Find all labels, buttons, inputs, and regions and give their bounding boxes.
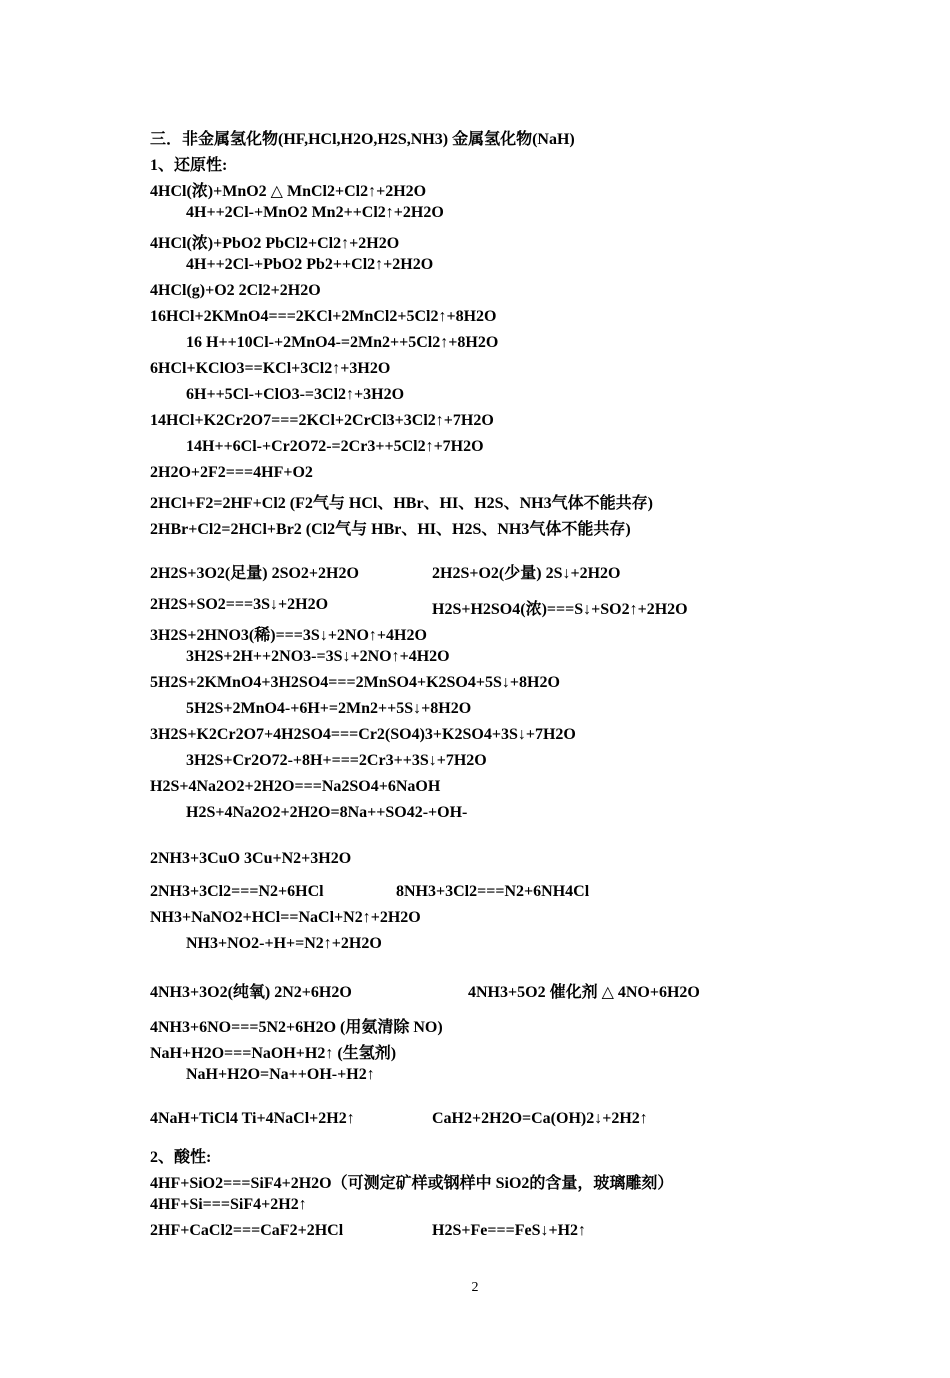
equation: 2NH3+3Cl2===N2+6HCl: [150, 883, 324, 900]
equation: 4NaH+TiCl4 Ti+4NaCl+2H2↑: [150, 1110, 355, 1127]
equation: 5H2S+2MnO4-+6H+=2Mn2++5S↓+8H2O: [186, 700, 472, 717]
equation: 16HCl+2KMnO4===2KCl+2MnCl2+5Cl2↑+8H2O: [150, 308, 497, 325]
equation: 3H2S+K2Cr2O7+4H2SO4===Cr2(SO4)3+K2SO4+3S↓+7H2O: [150, 726, 576, 743]
equation: 8NH3+3Cl2===N2+6NH4Cl: [396, 883, 590, 900]
equation: 4HCl(浓)+MnO2 △ MnCl2+Cl2↑+2H2O: [150, 183, 427, 200]
equation: 2H2O+2F2===4HF+O2: [150, 464, 313, 481]
equation: 2NH3+3CuO 3Cu+N2+3H2O: [150, 850, 352, 867]
equation: 3H2S+2HNO3(稀)===3S↓+2NO↑+4H2O: [150, 627, 427, 644]
equation: 6H++5Cl-+ClO3-=3Cl2↑+3H2O: [186, 386, 405, 403]
equation: NH3+NO2-+H+=N2↑+2H2O: [186, 935, 382, 952]
equation: 4NH3+6NO===5N2+6H2O (用氨清除 NO): [150, 1019, 443, 1036]
equation: H2S+4Na2O2+2H2O=8Na++SO42-+OH-: [186, 804, 468, 821]
equation: 5H2S+2KMnO4+3H2SO4===2MnSO4+K2SO4+5S↓+8H2O: [150, 674, 560, 691]
equation: 2H2S+O2(少量) 2S↓+2H2O: [432, 565, 621, 582]
equation: H2S+4Na2O2+2H2O===Na2SO4+6NaOH: [150, 778, 441, 795]
equation: 14H++6Cl-+Cr2O72-=2Cr3++5Cl2↑+7H2O: [186, 438, 484, 455]
equation: NaH+H2O=Na++OH-+H2↑: [186, 1066, 375, 1083]
equation: 4H++2Cl-+PbO2 Pb2++Cl2↑+2H2O: [186, 256, 434, 273]
equation: H2S+H2SO4(浓)===S↓+SO2↑+2H2O: [432, 601, 688, 618]
equation: 4NH3+3O2(纯氧) 2N2+6H2O: [150, 984, 352, 1001]
equation: NaH+H2O===NaOH+H2↑ (生氢剂): [150, 1045, 397, 1062]
equation: 4NH3+5O2 催化剂 △ 4NO+6H2O: [468, 984, 700, 1001]
equation: 16 H++10Cl-+2MnO4-=2Mn2++5Cl2↑+8H2O: [186, 334, 499, 351]
equation: NH3+NaNO2+HCl==NaCl+N2↑+2H2O: [150, 909, 421, 926]
section-title: 三．非金属氢化物(HF,HCl,H2O,H2S,NH3) 金属氢化物(NaH): [150, 131, 575, 148]
equation: 2H2S+3O2(足量) 2SO2+2H2O: [150, 565, 359, 582]
equation: 4HCl(g)+O2 2Cl2+2H2O: [150, 282, 321, 299]
equation: 14HCl+K2Cr2O7===2KCl+2CrCl3+3Cl2↑+7H2O: [150, 412, 494, 429]
equation: 2HCl+F2=2HF+Cl2 (F2气与 HCl、HBr、HI、H2S、NH3气体不能共存): [150, 495, 653, 512]
equation: 4HF+SiO2===SiF4+2H2O（可测定矿样或钢样中 SiO2的含量，玻璃雕刻）: [150, 1175, 674, 1192]
subsection-reducing: 1、还原性:: [150, 157, 228, 174]
subsection-acidic: 2、酸性:: [150, 1149, 212, 1166]
equation: 3H2S+Cr2O72-+8H+===2Cr3++3S↓+7H2O: [186, 752, 487, 769]
equation: CaH2+2H2O=Ca(OH)2↓+2H2↑: [432, 1110, 648, 1127]
equation: 4HCl(浓)+PbO2 PbCl2+Cl2↑+2H2O: [150, 235, 400, 252]
equation: 3H2S+2H++2NO3-=3S↓+2NO↑+4H2O: [186, 648, 450, 665]
equation: 2HF+CaCl2===CaF2+2HCl: [150, 1222, 344, 1239]
equation: 6HCl+KClO3==KCl+3Cl2↑+3H2O: [150, 360, 391, 377]
equation: 2HBr+Cl2=2HCl+Br2 (Cl2气与 HBr、HI、H2S、NH3气体不能共存): [150, 521, 631, 538]
equation: 2H2S+SO2===3S↓+2H2O: [150, 596, 329, 613]
equation: 4H++2Cl-+MnO2 Mn2++Cl2↑+2H2O: [186, 204, 444, 221]
equation: H2S+Fe===FeS↓+H2↑: [432, 1222, 587, 1239]
equation: 4HF+Si===SiF4+2H2↑: [150, 1196, 307, 1213]
page-number: 2: [471, 1280, 479, 1295]
